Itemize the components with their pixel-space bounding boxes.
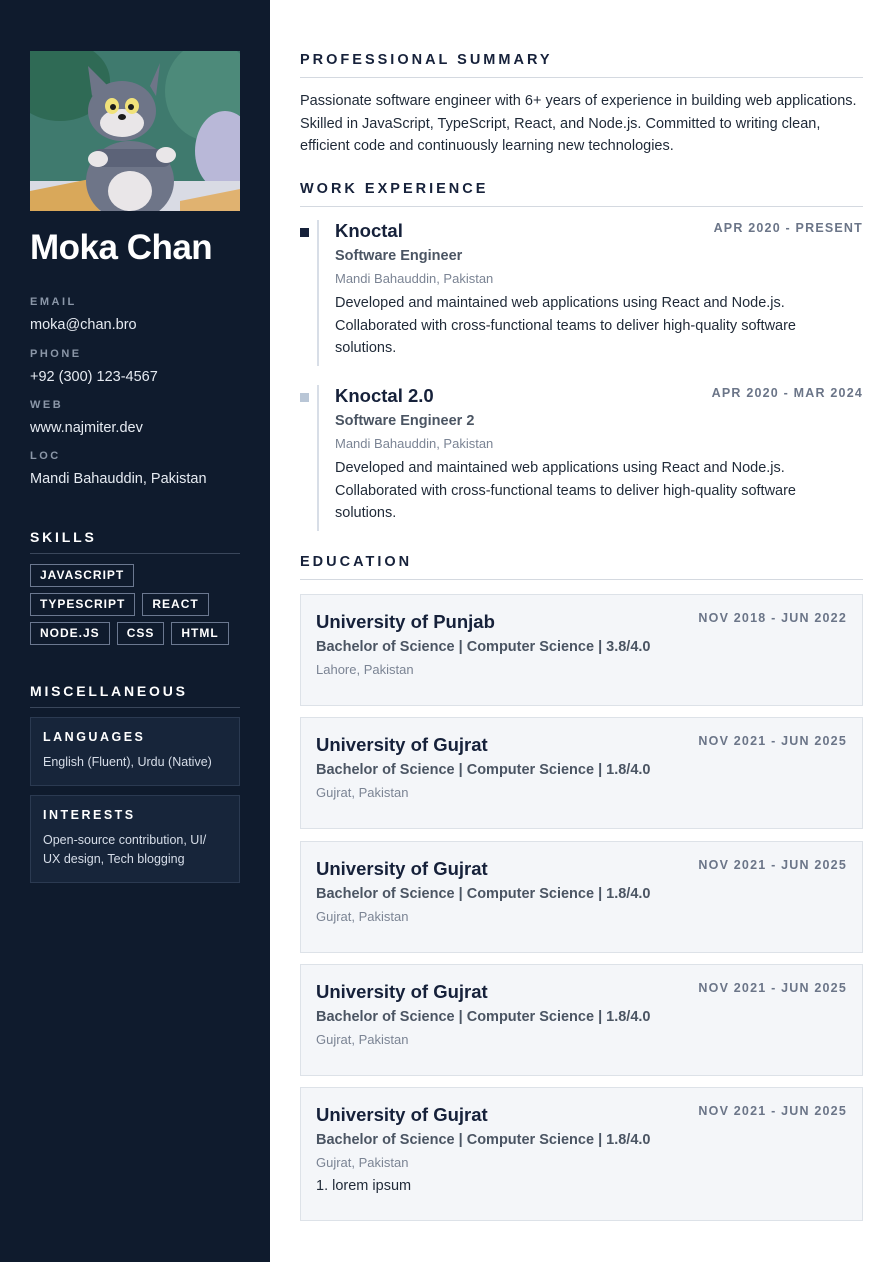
contact-phone [30,348,250,385]
job-dates: APR 2020 - PRESENT [713,221,863,235]
interests-text: Open-source contribution, UI/ UX design, Tech blogging [43,833,207,866]
contact-location [30,450,250,487]
job-company: Knoctal 2.0 [335,385,434,406]
contact-email [30,296,250,333]
skill-tag: CSS [117,622,165,645]
education-card [300,1087,863,1221]
education-location: Gujrat, Pakistan [316,1155,409,1170]
job-location: Mandi Bahauddin, Pakistan [335,271,494,286]
contact-web-label: WEB [30,399,64,411]
job-description: Developed and maintained web applications using React and Node.js. Collaborated with cross-functional teams to deliver high-quality software solutions. [335,295,796,356]
timeline-bullet-past [300,393,309,402]
summary-heading: PROFESSIONAL SUMMARY [300,52,863,78]
education-location: Lahore, Pakistan [316,662,414,677]
person-name: Moka Chan [30,228,213,267]
languages-box [30,717,240,786]
education-card [300,594,863,706]
summary-text: Passionate software engineer with 6+ years of experience in building web applications. Skilled in JavaScript, TypeScript, React, and Node.js. Committed to writing clean, efficient code and continuously learning new technologies. [300,93,857,154]
education-degree: Bachelor of Science | Computer Science | 1.8/4.0 [316,1132,651,1148]
education-dates: NOV 2021 - JUN 2025 [698,1104,847,1118]
sidebar [0,0,270,1262]
education-heading: EDUCATION [300,554,863,580]
timeline-bullet-current [300,228,309,237]
interests-box [30,795,240,883]
education-location: Gujrat, Pakistan [316,1032,409,1047]
education-degree: Bachelor of Science | Computer Science | 3.8/4.0 [316,639,651,655]
education-school: University of Gujrat [316,734,488,755]
education-school: University of Gujrat [316,981,488,1002]
contact-location-value: Mandi Bahauddin, Pakistan [30,471,207,487]
job-dates: APR 2020 - MAR 2024 [711,386,863,400]
misc-heading: MISCELLANEOUS [30,683,240,708]
skills-list [30,564,245,645]
contact-web-value[interactable]: www.najmiter.dev [30,420,143,436]
interests-title: INTERESTS [43,808,136,822]
skill-tag: REACT [142,593,208,616]
job-entry [300,385,863,531]
skill-tag: HTML [171,622,228,645]
education-card [300,841,863,953]
job-company: Knoctal [335,220,403,241]
skill-tag: NODE.JS [30,622,110,645]
education-location: Gujrat, Pakistan [316,785,409,800]
contact-web [30,399,250,436]
education-degree: Bachelor of Science | Computer Science | 1.8/4.0 [316,1009,651,1025]
job-role: Software Engineer 2 [335,413,475,429]
job-entry [300,220,863,366]
education-dates: NOV 2021 - JUN 2025 [698,734,847,748]
education-card [300,964,863,1076]
education-school: University of Punjab [316,611,495,632]
contact-phone-label: PHONE [30,348,82,360]
contact-email-value[interactable]: moka@chan.bro [30,317,137,333]
education-dates: NOV 2021 - JUN 2025 [698,981,847,995]
job-role: Software Engineer [335,248,463,264]
job-content [335,220,863,360]
education-degree: Bachelor of Science | Computer Science | 1.8/4.0 [316,762,651,778]
skill-tag: JAVASCRIPT [30,564,134,587]
education-school: University of Gujrat [316,858,488,879]
education-card [300,717,863,829]
profile-photo-image [30,51,240,211]
skills-heading: SKILLS [30,529,240,554]
education-degree: Bachelor of Science | Computer Science | 1.8/4.0 [316,886,651,902]
education-dates: NOV 2018 - JUN 2022 [698,611,847,625]
education-location: Gujrat, Pakistan [316,909,409,924]
job-description: Developed and maintained web applications using React and Node.js. Collaborated with cross-functional teams to deliver high-quality software solutions. [335,460,796,521]
skill-tag: TYPESCRIPT [30,593,135,616]
timeline-line [317,220,319,366]
contact-phone-value[interactable]: +92 (300) 123-4567 [30,369,158,385]
contact-location-label: LOC [30,450,61,462]
languages-title: LANGUAGES [43,730,146,744]
contact-email-label: EMAIL [30,296,77,308]
job-location: Mandi Bahauddin, Pakistan [335,436,494,451]
education-school: University of Gujrat [316,1104,488,1125]
education-dates: NOV 2021 - JUN 2025 [698,858,847,872]
profile-photo [30,51,240,211]
timeline-line [317,385,319,531]
experience-heading: WORK EXPERIENCE [300,181,863,207]
education-note: 1. lorem ipsum [316,1178,412,1194]
job-content [335,385,863,525]
languages-text: English (Fluent), Urdu (Native) [43,755,212,769]
